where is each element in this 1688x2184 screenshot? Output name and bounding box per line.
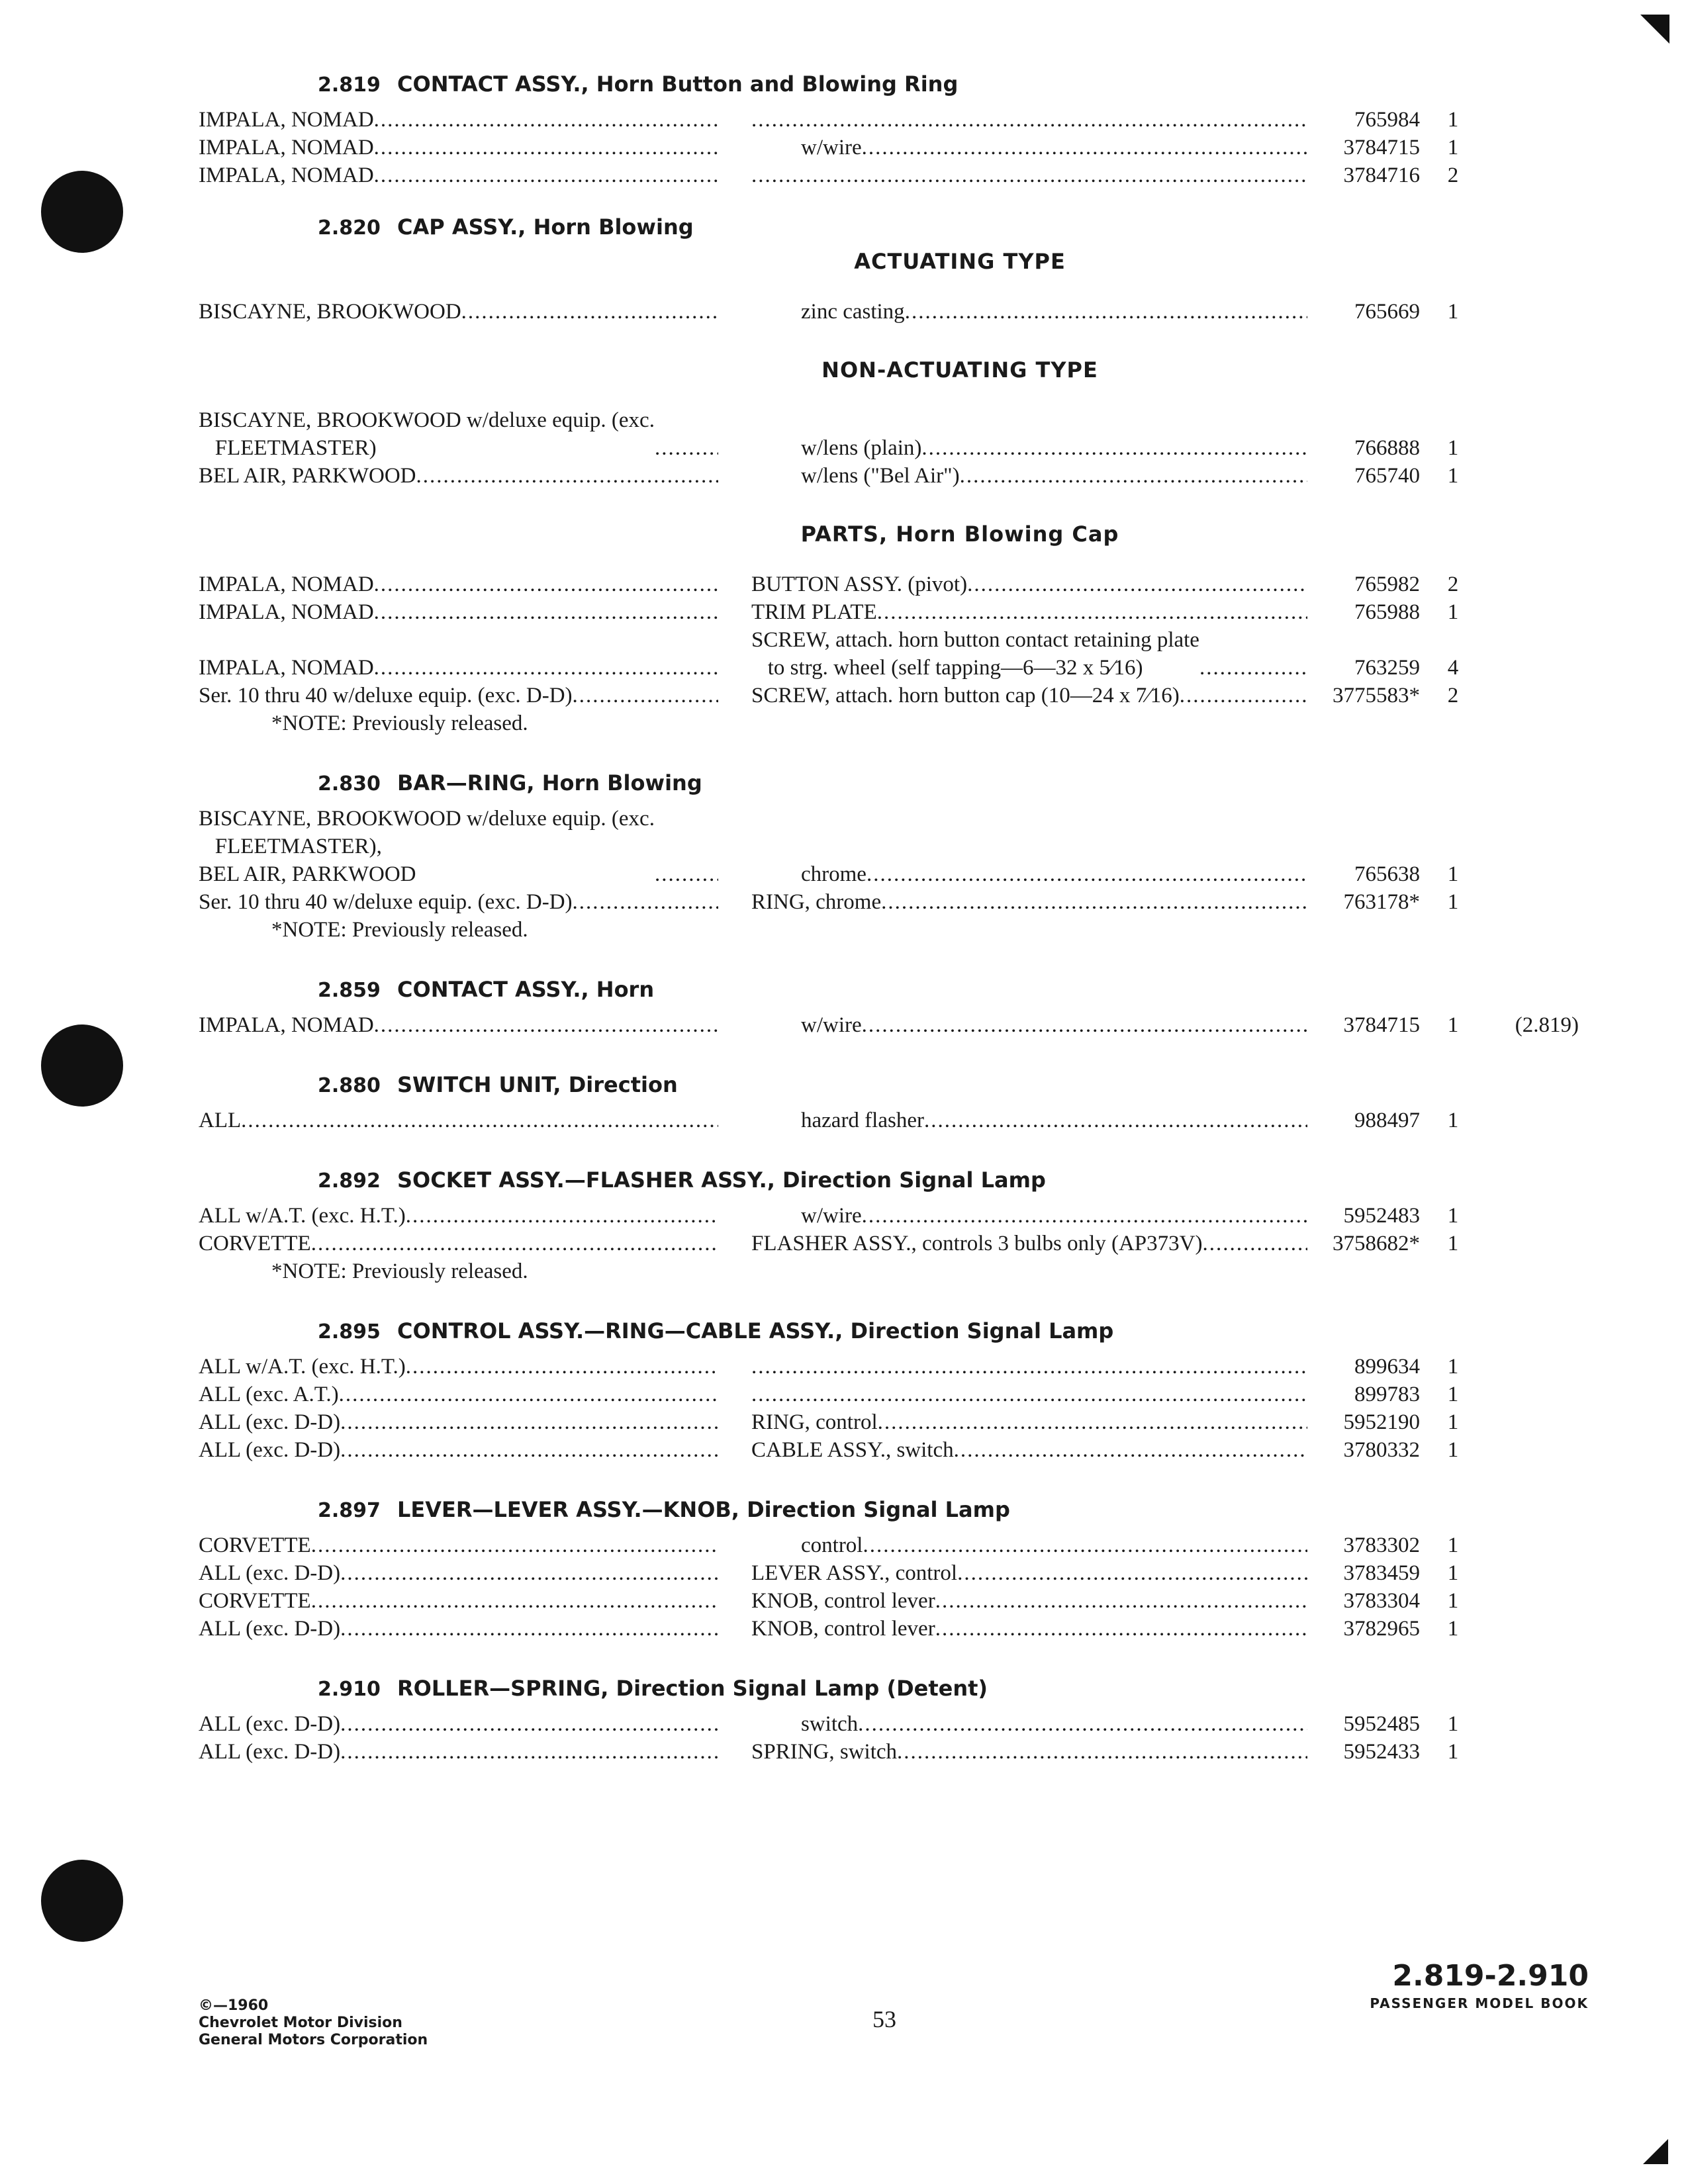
quantity: 1 (1447, 1740, 1459, 1764)
model-applicability: BISCAYNE, BROOKWOOD (199, 300, 461, 324)
description-cell (751, 106, 1307, 134)
part-description: RING, control (751, 1410, 878, 1434)
dot-leader (867, 860, 1307, 888)
model-cell (199, 598, 718, 626)
quantity: 1 (1447, 436, 1459, 460)
model-cell (199, 134, 718, 161)
description-cell (751, 570, 1307, 598)
footnote: *NOTE: Previously released. (271, 711, 528, 735)
section-number: 2.895 (318, 1320, 381, 1343)
model-cell (199, 161, 718, 189)
model-applicability: IMPALA, NOMAD (199, 136, 374, 159)
dot-leader (877, 598, 1307, 626)
model-applicability: ALL (exc. D-D) (199, 1410, 341, 1434)
model-cell (199, 570, 718, 598)
section-heading (318, 770, 1595, 796)
section (199, 1676, 1595, 1766)
part-description: KNOB, control lever (751, 1589, 935, 1613)
dot-leader (416, 462, 718, 490)
dot-leader (905, 298, 1307, 326)
description-cell (751, 860, 1307, 888)
dot-leader (924, 1107, 1307, 1134)
model-cell (199, 1011, 718, 1039)
section-number: 2.819 (318, 73, 381, 97)
model-cell (199, 1408, 718, 1436)
model-applicability: CORVETTE (199, 1589, 311, 1613)
section-title: ROLLER—SPRING, Direction Signal Lamp (Detent) (397, 1676, 988, 1701)
description-cell (751, 1436, 1307, 1464)
description-cell (751, 1353, 1307, 1381)
part-row (199, 1531, 1595, 1559)
part-number: 899783 (1354, 1383, 1420, 1406)
part-number: 3758682* (1333, 1232, 1420, 1255)
binder-hole-top (41, 171, 123, 253)
quantity: 1 (1447, 1617, 1459, 1641)
part-row (199, 1353, 1595, 1381)
model-applicability: ALL (199, 1109, 242, 1132)
part-number: 3784715 (1343, 1013, 1420, 1037)
quantity: 1 (1447, 1383, 1459, 1406)
model-cell (199, 1436, 718, 1464)
part-description: KNOB, control lever (751, 1617, 935, 1641)
part-description: zinc casting (801, 300, 905, 324)
description-cell (751, 298, 1307, 326)
model-cell (199, 298, 718, 326)
dot-leader (655, 860, 718, 888)
quantity: 2 (1447, 684, 1459, 707)
part-number: 765982 (1354, 572, 1420, 596)
model-applicability: BEL AIR, PARKWOOD (199, 464, 416, 488)
part-row (199, 161, 1595, 189)
section-number: 2.859 (318, 979, 381, 1002)
part-row (199, 106, 1595, 134)
dot-leader (340, 1436, 718, 1464)
quantity: 1 (1447, 1589, 1459, 1613)
dot-leader (461, 298, 718, 326)
part-row (199, 298, 1595, 326)
part-row (199, 134, 1595, 161)
part-description: TRIM PLATE (751, 600, 877, 624)
copyright: ©—1960 (199, 1997, 269, 2014)
subsection-heading: ACTUATING TYPE (854, 249, 1066, 274)
section-number: 2.910 (318, 1678, 381, 1701)
dot-leader (881, 888, 1307, 916)
model-applicability: IMPALA, NOMAD (199, 163, 374, 187)
dot-leader (311, 1230, 718, 1257)
footnote: *NOTE: Previously released. (271, 918, 528, 942)
quantity: 1 (1447, 1712, 1459, 1736)
description-cell (751, 682, 1307, 709)
part-row (199, 1230, 1595, 1257)
part-number: 3784716 (1343, 163, 1420, 187)
part-row (199, 1202, 1595, 1230)
section (199, 71, 1595, 189)
dot-leader (878, 1408, 1307, 1436)
part-number: 765984 (1354, 108, 1420, 132)
model-applicability: BISCAYNE, BROOKWOOD w/deluxe equip. (exc. FLEETMASTER), BEL AIR, PARKWOOD (199, 807, 655, 886)
description-cell (751, 161, 1307, 189)
quantity: 4 (1447, 656, 1459, 680)
page-range: 2.819-2.910 (1392, 1959, 1589, 1993)
model-cell (199, 106, 718, 134)
part-description: chrome (801, 862, 867, 886)
parts-list (199, 71, 1595, 1766)
section-heading (318, 1497, 1595, 1522)
section-heading (318, 1318, 1595, 1343)
dot-leader (374, 598, 718, 626)
description-cell (751, 1738, 1307, 1766)
model-cell (199, 1381, 718, 1408)
quantity: 1 (1447, 1204, 1459, 1228)
model-applicability: ALL (exc. D-D) (199, 1561, 341, 1585)
section (199, 1318, 1595, 1464)
quantity: 1 (1447, 108, 1459, 132)
quantity: 2 (1447, 572, 1459, 596)
section-title: BAR—RING, Horn Blowing (397, 770, 702, 796)
part-description: w/wire (801, 1204, 862, 1228)
section-heading (318, 1167, 1595, 1193)
dot-leader (374, 570, 718, 598)
dot-leader (751, 161, 1307, 189)
quantity: 1 (1447, 1355, 1459, 1379)
part-description: SCREW, attach. horn button cap (10—24 x 7⁄16) (751, 684, 1180, 707)
subsection-heading: NON-ACTUATING TYPE (821, 357, 1098, 383)
dot-leader (241, 1107, 718, 1134)
dot-leader (954, 1436, 1307, 1464)
quantity: 1 (1447, 1533, 1459, 1557)
dot-leader (340, 1738, 718, 1766)
part-number: 3780332 (1343, 1438, 1420, 1462)
dot-leader (406, 1353, 718, 1381)
binder-hole-bottom (41, 1860, 123, 1942)
quantity: 1 (1447, 600, 1459, 624)
model-cell (199, 888, 718, 916)
quantity: 1 (1447, 1109, 1459, 1132)
model-cell (199, 1738, 718, 1766)
section-title: CONTACT ASSY., Horn (397, 977, 655, 1002)
part-description: LEVER ASSY., control (751, 1561, 958, 1585)
part-row (199, 406, 1595, 462)
dot-leader (858, 1710, 1307, 1738)
part-number: 3782965 (1343, 1617, 1420, 1641)
quantity: 1 (1447, 1438, 1459, 1462)
dot-leader (751, 1381, 1307, 1408)
section-number: 2.830 (318, 772, 381, 796)
section-number: 2.892 (318, 1169, 381, 1193)
model-cell (199, 1710, 718, 1738)
model-applicability: IMPALA, NOMAD (199, 600, 374, 624)
dot-leader (1202, 1230, 1307, 1257)
model-applicability: ALL w/A.T. (exc. H.T.) (199, 1204, 406, 1228)
part-number: 765988 (1354, 600, 1420, 624)
part-number: 765669 (1354, 300, 1420, 324)
section (199, 770, 1595, 944)
dot-leader (751, 106, 1307, 134)
dot-leader (573, 682, 718, 709)
part-description: SPRING, switch (751, 1740, 898, 1764)
part-number: 5952433 (1343, 1740, 1420, 1764)
model-cell (199, 1531, 718, 1559)
part-description: SCREW, attach. horn button contact retaining plate to strg. wheel (self tapping—6—32 x 5⁄16) (751, 628, 1199, 680)
model-cell (199, 1587, 718, 1615)
part-number: 763259 (1354, 656, 1420, 680)
part-description: w/lens (plain) (801, 436, 922, 460)
section-heading (318, 214, 1595, 240)
part-description: w/wire (801, 1013, 862, 1037)
part-description: RING, chrome (751, 890, 882, 914)
model-applicability: Ser. 10 thru 40 w/deluxe equip. (exc. D-D) (199, 890, 573, 914)
part-row (199, 682, 1595, 709)
dot-leader (862, 134, 1307, 161)
part-number: 5952483 (1343, 1204, 1420, 1228)
section-title: CAP ASSY., Horn Blowing (397, 214, 694, 240)
part-number: 3775583* (1333, 684, 1420, 707)
description-cell (751, 1408, 1307, 1436)
model-applicability: ALL (exc. D-D) (199, 1712, 341, 1736)
part-number: 5952190 (1343, 1410, 1420, 1434)
description-cell (751, 462, 1307, 490)
model-cell (199, 406, 718, 462)
dot-leader (340, 1408, 718, 1436)
model-applicability: BISCAYNE, BROOKWOOD w/deluxe equip. (exc. FLEETMASTER) (199, 408, 655, 460)
model-cell (199, 1615, 718, 1643)
page-number: 53 (872, 2006, 896, 2032)
dot-leader (862, 1202, 1307, 1230)
binder-hole-middle (41, 1024, 123, 1107)
model-cell (199, 1202, 718, 1230)
model-applicability: ALL (exc. D-D) (199, 1438, 341, 1462)
dot-leader (751, 1353, 1307, 1381)
description-cell (751, 1011, 1307, 1039)
description-cell (751, 888, 1307, 916)
part-row (199, 598, 1595, 626)
quantity: 1 (1447, 136, 1459, 159)
model-cell (199, 1230, 718, 1257)
section-heading (318, 71, 1595, 97)
description-cell (751, 598, 1307, 626)
section (199, 1072, 1595, 1134)
dot-leader (374, 1011, 718, 1039)
description-cell (751, 1107, 1307, 1134)
model-cell (199, 682, 718, 709)
dot-leader (311, 1587, 718, 1615)
part-number: 3783302 (1343, 1533, 1420, 1557)
description-cell (751, 1710, 1307, 1738)
dot-leader (340, 1559, 718, 1587)
section-number: 2.880 (318, 1074, 381, 1097)
corner-mark-top-right (1640, 15, 1669, 44)
part-row (199, 1587, 1595, 1615)
quantity: 1 (1447, 862, 1459, 886)
part-description: w/lens ("Bel Air") (801, 464, 960, 488)
part-number: 899634 (1354, 1355, 1420, 1379)
dot-leader (1199, 654, 1307, 682)
model-applicability: IMPALA, NOMAD (199, 656, 374, 680)
section (199, 1497, 1595, 1643)
part-number: 3784715 (1343, 136, 1420, 159)
part-row (199, 1408, 1595, 1436)
model-applicability: CORVETTE (199, 1533, 311, 1557)
dot-leader (573, 888, 718, 916)
quantity: 1 (1447, 890, 1459, 914)
part-number: 763178* (1343, 890, 1420, 914)
book-name: PASSENGER MODEL BOOK (1370, 1995, 1589, 2011)
dot-leader (967, 570, 1307, 598)
cross-reference: (2.819) (1515, 1013, 1579, 1037)
part-description: control (801, 1533, 863, 1557)
model-cell (199, 1559, 718, 1587)
dot-leader (863, 1531, 1307, 1559)
model-cell (199, 1353, 718, 1381)
section (199, 977, 1595, 1039)
description-cell (751, 1531, 1307, 1559)
description-cell (751, 134, 1307, 161)
part-description: hazard flasher (801, 1109, 924, 1132)
section (199, 1167, 1595, 1285)
description-cell (751, 1381, 1307, 1408)
model-applicability: ALL w/A.T. (exc. H.T.) (199, 1355, 406, 1379)
dot-leader (311, 1531, 718, 1559)
dot-leader (340, 1710, 718, 1738)
part-number: 988497 (1354, 1109, 1420, 1132)
part-description: switch (801, 1712, 859, 1736)
model-cell (199, 462, 718, 490)
dot-leader (374, 106, 718, 134)
corner-mark-bottom-right (1643, 2139, 1668, 2164)
quantity: 1 (1447, 1232, 1459, 1255)
model-cell (199, 805, 718, 888)
section (199, 214, 1595, 737)
dot-leader (339, 1381, 718, 1408)
description-cell (751, 1615, 1307, 1643)
model-cell (199, 1107, 718, 1134)
quantity: 1 (1447, 464, 1459, 488)
section-number: 2.820 (318, 216, 381, 240)
dot-leader (406, 1202, 718, 1230)
description-cell (751, 1559, 1307, 1587)
corporation: General Motors Corporation (199, 2032, 428, 2048)
dot-leader (340, 1615, 718, 1643)
dot-leader (862, 1011, 1307, 1039)
part-description: w/wire (801, 136, 862, 159)
section-title: CONTACT ASSY., Horn Button and Blowing Ring (397, 71, 959, 97)
part-row (199, 1011, 1595, 1039)
model-applicability: IMPALA, NOMAD (199, 572, 374, 596)
section-heading (318, 1072, 1595, 1097)
publisher-block (199, 1997, 428, 2049)
dot-leader (374, 161, 718, 189)
dot-leader (1180, 682, 1307, 709)
part-number: 3783459 (1343, 1561, 1420, 1585)
dot-leader (935, 1587, 1307, 1615)
model-applicability: ALL (exc. D-D) (199, 1740, 341, 1764)
quantity: 1 (1447, 1561, 1459, 1585)
description-cell (751, 1202, 1307, 1230)
description-cell (751, 1587, 1307, 1615)
dot-leader (960, 462, 1307, 490)
part-number: 5952485 (1343, 1712, 1420, 1736)
dot-leader (935, 1615, 1307, 1643)
part-row (199, 462, 1595, 490)
footnote: *NOTE: Previously released. (271, 1259, 528, 1283)
section-title: CONTROL ASSY.—RING—CABLE ASSY., Direction Signal Lamp (397, 1318, 1114, 1343)
part-number: 766888 (1354, 436, 1420, 460)
quantity: 2 (1447, 163, 1459, 187)
part-number: 3783304 (1343, 1589, 1420, 1613)
description-cell (751, 1230, 1307, 1257)
quantity: 1 (1447, 300, 1459, 324)
section-title: SWITCH UNIT, Direction (397, 1072, 678, 1097)
dot-leader (374, 654, 718, 682)
part-row (199, 1107, 1595, 1134)
part-row (199, 1710, 1595, 1738)
part-row (199, 1436, 1595, 1464)
model-applicability: Ser. 10 thru 40 w/deluxe equip. (exc. D-D) (199, 684, 573, 707)
part-description: FLASHER ASSY., controls 3 bulbs only (AP373V) (751, 1232, 1203, 1255)
dot-leader (897, 1738, 1307, 1766)
dot-leader (655, 434, 718, 462)
model-applicability: ALL (exc. D-D) (199, 1617, 341, 1641)
section-heading (318, 977, 1595, 1002)
section-heading (318, 1676, 1595, 1701)
part-row (199, 1381, 1595, 1408)
section-title: SOCKET ASSY.—FLASHER ASSY., Direction Signal Lamp (397, 1167, 1046, 1193)
description-cell (751, 434, 1307, 462)
dot-leader (374, 134, 718, 161)
part-row (199, 626, 1595, 682)
quantity: 1 (1447, 1410, 1459, 1434)
part-row (199, 1559, 1595, 1587)
subsection-heading: PARTS, Horn Blowing Cap (800, 522, 1119, 547)
section-number: 2.897 (318, 1499, 381, 1522)
description-cell (751, 626, 1307, 682)
division: Chevrolet Motor Division (199, 2015, 402, 2031)
part-row (199, 888, 1595, 916)
model-applicability: ALL (exc. A.T.) (199, 1383, 339, 1406)
part-row (199, 1615, 1595, 1643)
part-number: 765638 (1354, 862, 1420, 886)
model-applicability: CORVETTE (199, 1232, 311, 1255)
dot-leader (921, 434, 1307, 462)
part-row (199, 805, 1595, 888)
part-description: BUTTON ASSY. (pivot) (751, 572, 968, 596)
quantity: 1 (1447, 1013, 1459, 1037)
model-applicability: IMPALA, NOMAD (199, 108, 374, 132)
part-number: 765740 (1354, 464, 1420, 488)
model-cell (199, 654, 718, 682)
part-row (199, 570, 1595, 598)
dot-leader (957, 1559, 1307, 1587)
part-row (199, 1738, 1595, 1766)
model-applicability: IMPALA, NOMAD (199, 1013, 374, 1037)
section-title: LEVER—LEVER ASSY.—KNOB, Direction Signal Lamp (397, 1497, 1010, 1522)
part-description: CABLE ASSY., switch (751, 1438, 954, 1462)
